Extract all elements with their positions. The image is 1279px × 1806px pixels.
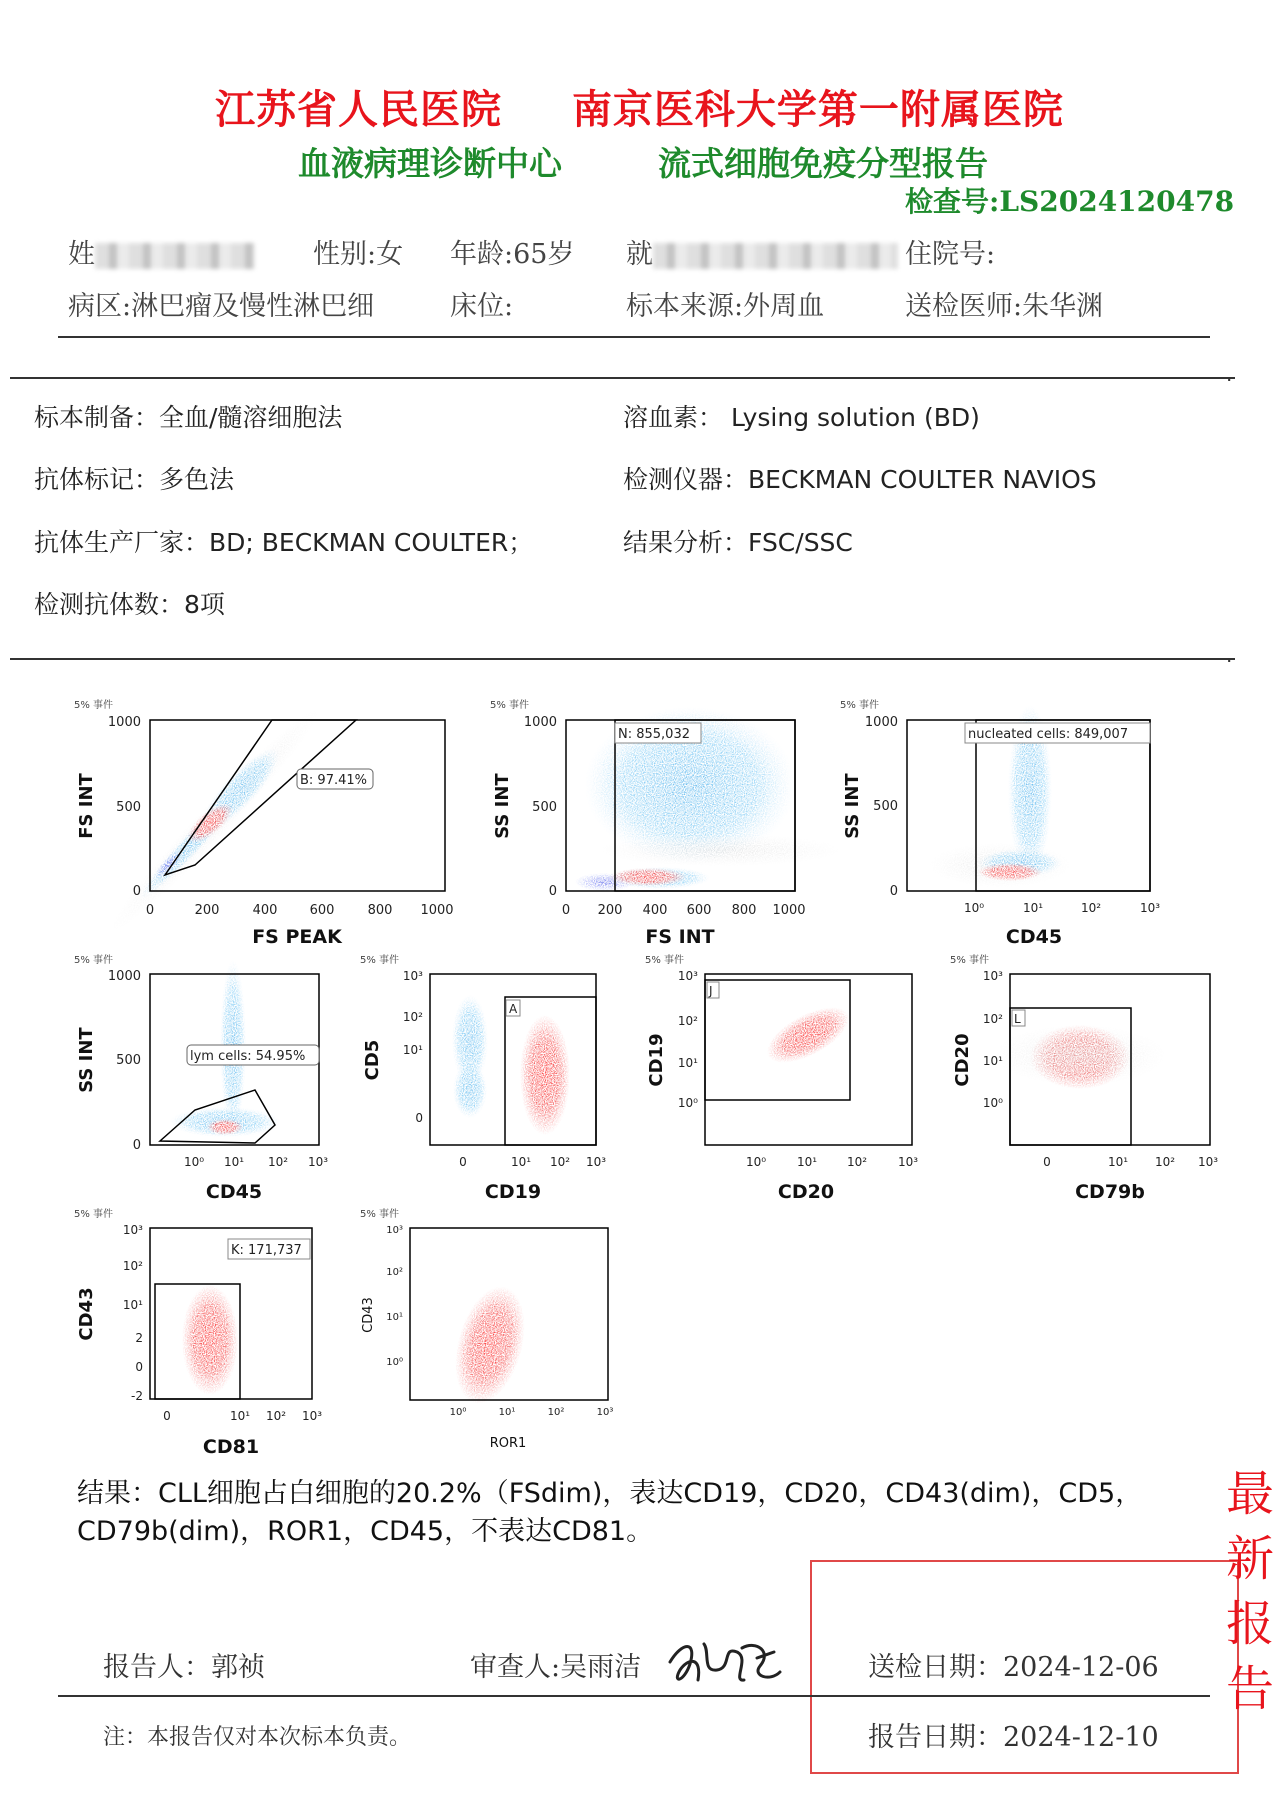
svg-text:1000: 1000: [107, 969, 141, 984]
x-axis-label: CD79b: [1075, 1181, 1145, 1203]
y-axis-label: SS INT: [492, 773, 513, 839]
y-axis-label: FS INT: [76, 773, 97, 839]
svg-text:10²: 10²: [846, 1155, 868, 1169]
svg-text:5% 事件: 5% 事件: [74, 1209, 114, 1220]
patient-gender: 性别:女: [313, 239, 404, 270]
svg-text:600: 600: [309, 903, 335, 918]
svg-text:10²: 10²: [982, 1012, 1003, 1026]
gate-label: lym cells: 54.95%: [190, 1049, 306, 1064]
flow-cytometry-panel: [0, 690, 1279, 1480]
svg-text:5% 事件: 5% 事件: [840, 700, 880, 711]
svg-text:10³: 10³: [982, 969, 1003, 983]
svg-text:10²: 10²: [386, 1267, 403, 1278]
disclaimer-note: 注：本报告仅对本次标本负责。: [103, 1725, 412, 1750]
department-name: 血液病理诊断中心: [298, 144, 562, 183]
stamp-char: 新: [1225, 1531, 1274, 1587]
y-axis-label: SS INT: [842, 773, 863, 839]
svg-text:10³: 10³: [301, 1409, 323, 1423]
ward: 病区:淋巴瘤及慢性淋巴细: [68, 291, 375, 322]
gate-label: B: 97.41%: [300, 773, 367, 788]
svg-text:500: 500: [116, 1053, 141, 1068]
x-axis-label: CD45: [205, 1181, 263, 1203]
gate-label: A: [509, 1002, 518, 1016]
divider: [10, 658, 1235, 660]
instrument: 检测仪器：BECKMAN COULTER NAVIOS: [623, 465, 1097, 494]
x-axis-label: CD19: [484, 1181, 542, 1203]
x-axis-label: FS INT: [645, 926, 715, 948]
patient-name: 姓: [68, 232, 255, 271]
hospital-name-1: 江苏省人民医院: [215, 86, 503, 133]
svg-text:400: 400: [642, 903, 668, 918]
svg-text:10⁰: 10⁰: [449, 1407, 467, 1418]
reviewer: 审查人:吴雨洁: [470, 1652, 642, 1683]
svg-text:10²: 10²: [402, 1010, 423, 1024]
x-axis-label: CD20: [777, 1181, 835, 1203]
svg-text:5% 事件: 5% 事件: [74, 955, 114, 966]
x-axis-label: CD81: [202, 1436, 260, 1458]
conclusion-line-2: CD79b(dim)，ROR1，CD45，不表达CD81。: [77, 1516, 654, 1547]
svg-text:0: 0: [889, 884, 898, 899]
x-axis-label: FS PEAK: [252, 926, 342, 948]
svg-text:1000: 1000: [420, 903, 454, 918]
gate-label: N: 855,032: [618, 727, 690, 742]
plot-cd20-cd19: [645, 953, 918, 1203]
svg-text:10¹: 10¹: [796, 1155, 818, 1169]
reviewer-signature: [662, 1622, 787, 1697]
svg-text:10¹: 10¹: [223, 1155, 245, 1169]
svg-text:500: 500: [116, 800, 141, 815]
svg-text:800: 800: [731, 903, 757, 918]
y-axis-label: CD20: [952, 1033, 973, 1087]
svg-text:10⁰: 10⁰: [386, 1357, 403, 1368]
svg-text:1000: 1000: [772, 903, 806, 918]
svg-text:0: 0: [415, 1111, 423, 1125]
svg-text:10¹: 10¹: [122, 1298, 143, 1312]
line-mark: .: [1226, 643, 1233, 667]
send-date: 送检日期：2024-12-06: [868, 1652, 1159, 1683]
svg-text:0: 0: [135, 1360, 143, 1374]
y-axis-label: CD43: [76, 1287, 97, 1341]
svg-text:-2: -2: [131, 1389, 143, 1403]
x-axis-label: CD45: [1005, 926, 1063, 948]
svg-text:0: 0: [163, 1409, 171, 1423]
svg-text:0: 0: [459, 1155, 467, 1169]
svg-text:10¹: 10¹: [510, 1155, 532, 1169]
plot-cd45-ss-int-lym: [74, 953, 328, 1203]
divider: [58, 336, 1210, 338]
svg-text:1000: 1000: [523, 715, 557, 730]
svg-text:10¹: 10¹: [386, 1312, 403, 1323]
inpatient-number: 住院号:: [905, 239, 996, 270]
svg-text:0: 0: [548, 884, 557, 899]
divider: [10, 377, 1235, 379]
gate-label: J: [709, 984, 713, 998]
svg-text:10⁰: 10⁰: [982, 1096, 1003, 1110]
svg-text:10⁰: 10⁰: [677, 1096, 698, 1110]
plot-fs-int-ss-int: [490, 698, 840, 948]
report-title: 流式细胞免疫分型报告: [658, 144, 988, 183]
svg-text:10³: 10³: [677, 969, 698, 983]
svg-text:10¹: 10¹: [229, 1409, 251, 1423]
antibody-count: 检测抗体数：8项: [34, 590, 225, 619]
plot-cd79b-cd20: [950, 953, 1218, 1203]
result-analysis: 结果分析：FSC/SSC: [623, 528, 853, 557]
svg-text:2: 2: [135, 1331, 143, 1345]
svg-text:600: 600: [686, 903, 712, 918]
lysing-reagent: 溶血素： Lysing solution (BD): [623, 403, 980, 432]
plot-cd19-cd5: [360, 953, 606, 1203]
plot-fs-peak-fs-int: [74, 698, 454, 948]
y-axis-label: CD5: [362, 1039, 383, 1081]
conclusion-line-1: 结果：CLL细胞占白细胞的20.2%（FSdim)，表达CD19，CD20，CD43(dim)，CD5，: [77, 1478, 1143, 1509]
svg-text:500: 500: [532, 800, 557, 815]
svg-text:10²: 10²: [122, 1259, 143, 1273]
svg-text:10⁰: 10⁰: [183, 1155, 205, 1169]
divider: [58, 1695, 1210, 1697]
line-mark: .: [1226, 362, 1233, 386]
svg-text:0: 0: [145, 903, 155, 918]
svg-text:0: 0: [561, 903, 571, 918]
svg-text:10¹: 10¹: [1107, 1155, 1129, 1169]
svg-text:10³: 10³: [386, 1225, 403, 1236]
svg-text:10⁰: 10⁰: [745, 1155, 767, 1169]
y-axis-label: SS INT: [76, 1027, 97, 1093]
svg-text:5% 事件: 5% 事件: [490, 700, 530, 711]
plot-cd45-ss-int: [840, 698, 1160, 948]
svg-text:10³: 10³: [1139, 901, 1161, 915]
hospital-title: [0, 78, 1279, 135]
x-axis-label: ROR1: [489, 1436, 527, 1451]
svg-text:10²: 10²: [677, 1014, 698, 1028]
exam-number: 检查号:LS2024120478: [905, 185, 1235, 218]
stamp-char: 最: [1225, 1466, 1274, 1522]
plot-ror1-cd43: [360, 1207, 613, 1451]
svg-text:10²: 10²: [547, 1407, 565, 1418]
svg-text:5% 事件: 5% 事件: [645, 955, 685, 966]
stamp-char: 告: [1225, 1661, 1274, 1717]
gate-label: L: [1014, 1012, 1021, 1026]
svg-text:10²: 10²: [265, 1409, 287, 1423]
svg-text:0: 0: [132, 1138, 141, 1153]
antibody-manufacturer: 抗体生产厂家：BD; BECKMAN COULTER；: [34, 528, 534, 557]
svg-text:1000: 1000: [864, 715, 898, 730]
svg-text:10³: 10³: [1197, 1155, 1219, 1169]
svg-text:10¹: 10¹: [402, 1043, 423, 1057]
svg-text:5% 事件: 5% 事件: [360, 955, 400, 966]
referring-doctor: 送检医师:朱华渊: [905, 291, 1104, 322]
svg-text:10¹: 10¹: [1022, 901, 1044, 915]
svg-text:0: 0: [132, 884, 141, 899]
visit-number: 就: [626, 232, 898, 271]
svg-text:200: 200: [597, 903, 623, 918]
svg-text:400: 400: [252, 903, 278, 918]
patient-age: 年龄:65岁: [450, 239, 575, 270]
antibody-labeling: 抗体标记：多色法: [34, 465, 235, 494]
y-axis-label: CD19: [646, 1033, 667, 1087]
specimen-source: 标本来源:外周血: [626, 291, 825, 322]
hospital-name-2: 南京医科大学第一附属医院: [571, 86, 1064, 133]
svg-text:10⁰: 10⁰: [963, 901, 985, 915]
svg-text:10³: 10³: [596, 1407, 614, 1418]
events-label: 5% 事件: [74, 700, 114, 711]
specimen-prep: 标本制备：全血/髓溶细胞法: [34, 403, 343, 432]
svg-text:5% 事件: 5% 事件: [950, 955, 990, 966]
svg-text:10²: 10²: [267, 1155, 289, 1169]
svg-text:10²: 10²: [549, 1155, 571, 1169]
svg-text:200: 200: [194, 903, 220, 918]
svg-text:10¹: 10¹: [982, 1054, 1003, 1068]
svg-text:10¹: 10¹: [498, 1407, 516, 1418]
y-axis-label: CD43: [361, 1297, 376, 1333]
plot-cd81-cd43: [74, 1207, 322, 1458]
svg-text:800: 800: [367, 903, 393, 918]
stamp-char: 报: [1225, 1596, 1274, 1652]
svg-text:10¹: 10¹: [677, 1056, 698, 1070]
bed: 床位:: [450, 291, 514, 322]
svg-text:1000: 1000: [107, 715, 141, 730]
svg-text:0: 0: [1043, 1155, 1051, 1169]
gate-label: K: 171,737: [231, 1243, 302, 1258]
report-date: 报告日期：2024-12-10: [868, 1722, 1159, 1753]
svg-text:10³: 10³: [122, 1223, 143, 1237]
svg-text:10³: 10³: [402, 969, 423, 983]
svg-text:10³: 10³: [585, 1155, 607, 1169]
svg-text:10²: 10²: [1080, 901, 1102, 915]
svg-text:10²: 10²: [1154, 1155, 1176, 1169]
reporter: 报告人：郭祯: [103, 1652, 265, 1683]
svg-text:10³: 10³: [307, 1155, 329, 1169]
gate-label: nucleated cells: 849,007: [968, 727, 1129, 742]
svg-text:5% 事件: 5% 事件: [360, 1209, 400, 1220]
svg-text:500: 500: [873, 799, 898, 814]
svg-text:10³: 10³: [897, 1155, 919, 1169]
